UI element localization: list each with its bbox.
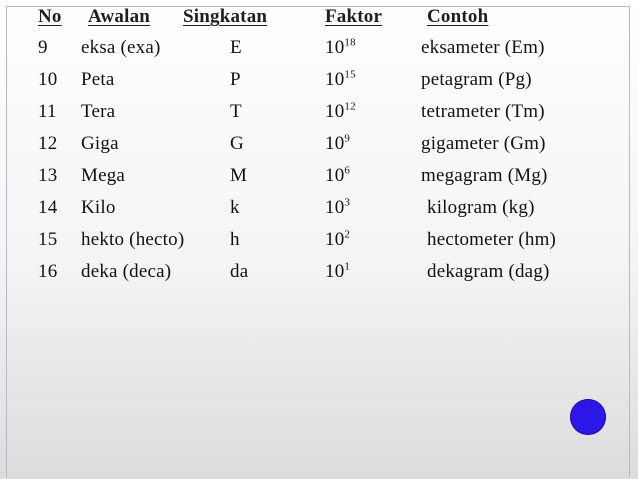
factor-base: 10 [325, 69, 345, 90]
factor-exponent: 1 [344, 260, 351, 273]
row-factor [325, 69, 356, 91]
row-symbol: M [230, 165, 248, 186]
row-no: 15 [38, 229, 58, 250]
factor-exponent: 3 [344, 196, 351, 209]
factor-base: 10 [325, 229, 345, 250]
row-symbol: h [230, 229, 240, 250]
factor-base: 10 [325, 165, 345, 186]
row-factor [325, 229, 350, 251]
row-example: hectometer (hm) [427, 229, 557, 250]
row-no: 12 [38, 133, 58, 154]
factor-base: 10 [325, 101, 345, 122]
row-example: dekagram (dag) [427, 261, 550, 282]
row-example: petagram (Pg) [421, 69, 532, 90]
header-example: Contoh [427, 6, 489, 27]
row-prefix: eksa (exa) [81, 37, 161, 58]
row-factor [325, 101, 356, 123]
row-prefix: Mega [81, 165, 126, 186]
factor-exponent: 15 [344, 68, 356, 81]
factor-base: 10 [325, 37, 345, 58]
row-example: eksameter (Em) [421, 37, 545, 58]
row-no: 9 [38, 37, 48, 58]
row-no: 14 [38, 197, 58, 218]
row-symbol: k [230, 197, 240, 218]
factor-base: 10 [325, 133, 345, 154]
row-factor [325, 261, 350, 283]
row-factor [325, 165, 350, 187]
row-example: megagram (Mg) [421, 165, 548, 186]
row-factor [325, 133, 350, 155]
row-symbol: T [230, 101, 242, 122]
row-symbol: da [230, 261, 249, 282]
factor-base: 10 [325, 261, 345, 282]
header-prefix: Awalan [88, 6, 151, 27]
row-no: 16 [38, 261, 58, 282]
row-example: tetrameter (Tm) [421, 101, 545, 122]
row-no: 13 [38, 165, 58, 186]
header-no: No [38, 6, 62, 27]
row-no: 10 [38, 69, 58, 90]
factor-exponent: 12 [344, 100, 356, 113]
factor-base: 10 [325, 197, 345, 218]
row-prefix: hekto (hecto) [81, 229, 185, 250]
row-example: kilogram (kg) [427, 197, 535, 218]
row-prefix: Tera [81, 101, 116, 122]
row-symbol: E [230, 37, 242, 58]
row-example: gigameter (Gm) [421, 133, 546, 154]
row-no: 11 [38, 101, 57, 122]
factor-exponent: 2 [344, 228, 351, 241]
factor-exponent: 9 [344, 132, 351, 145]
row-factor [325, 197, 350, 219]
row-factor [325, 37, 356, 59]
row-prefix: Giga [81, 133, 119, 154]
header-symbol: Singkatan [183, 6, 268, 27]
row-prefix: Peta [81, 69, 115, 90]
row-prefix: deka (deca) [81, 261, 172, 282]
row-symbol: P [230, 69, 241, 90]
header-factor: Faktor [325, 6, 383, 27]
factor-exponent: 18 [344, 36, 356, 49]
factor-exponent: 6 [344, 164, 351, 177]
circle-nav-icon[interactable] [570, 399, 606, 435]
row-prefix: Kilo [81, 197, 116, 218]
row-symbol: G [230, 133, 244, 154]
